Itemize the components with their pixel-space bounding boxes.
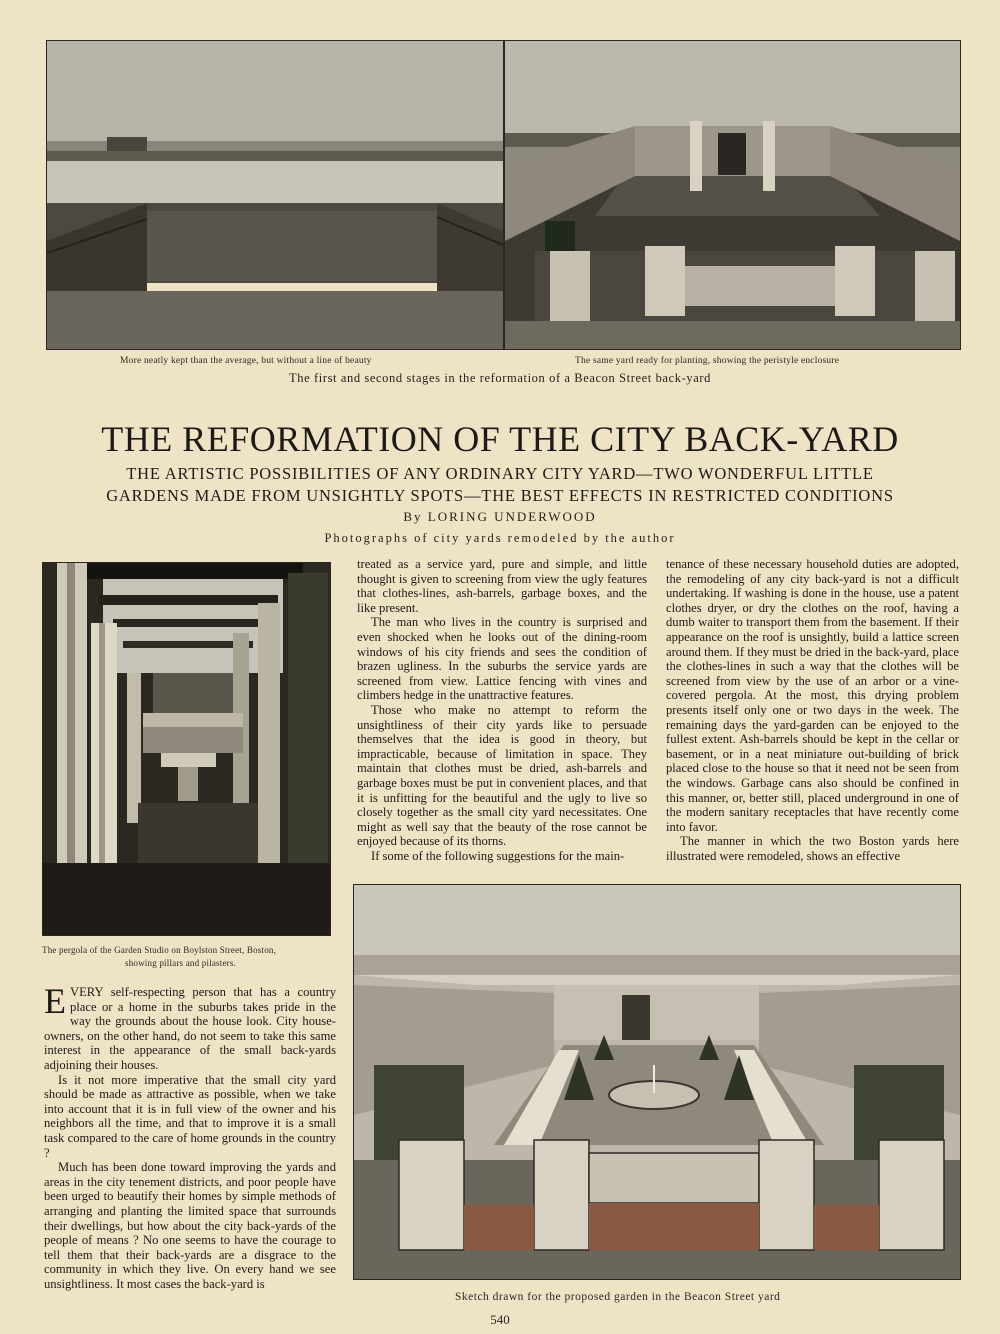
col1-paragraph-1: VERY self-respecting person that has a country place or a home in the suburbs takes pride in the way the grounds about the house look. City house-owners, on the other hand, do not seem to take this same interest in the appearance of the small back-yards adjoining their houses.: [44, 985, 336, 1072]
col2-paragraph-2: The man who lives in the country is surprised and even shocked when he looks out of the dining-room windows of his city friends and sees the condition of brazen ugliness. In the suburbs the service yards are screened from view. Lattice fencing with vines and climbers hedge in the unattractive features.: [357, 615, 647, 703]
caption-sketch: Sketch drawn for the proposed garden in the Beacon Street yard: [455, 1291, 781, 1303]
col2-paragraph-3: Those who make no attempt to reform the unsightliness of their city yards like to persuade themselves that the idea is good in theory, but impracticable, because of limitation in space. They maintain that clothes must be dried, ash-barrels and garbage boxes must be put in convenient places, and that it is unfitting for the beautiful and the ugly to live so closely together as the small city yard necessitates. One might as well say that the beauty of the rose cannot be enjoyed because of its thorns.: [357, 702, 647, 849]
photo-backyard-peristyle: [504, 40, 961, 350]
caption-photo-peristyle: The same yard ready for planting, showing the peristyle enclosure: [575, 356, 840, 366]
article-subtitle-line2: GARDENS MADE FROM UNSIGHTLY SPOTS—THE BEST EFFECTS IN RESTRICTED CONDITIONS: [106, 486, 894, 505]
caption-pergola-line2: showing pillars and pilasters.: [125, 958, 236, 968]
photo-credit: Photographs of city yards remodeled by the author: [324, 531, 676, 545]
article-column-3: [666, 557, 959, 863]
article-title: THE REFORMATION OF THE CITY BACK-YARD: [101, 419, 899, 459]
col1-paragraph-3: Much has been done toward improving the yards and areas in the city tenement districts, and poor people have been urged to beautify their homes by simple methods of arranging and planting the limited space that surrounds their dwellings, but how about the city back-yards of the people of means ? No one seems to have the courage to tell them that their back-yards are a disgrace to the community in which they live. On every hand we see unsightliness. It most cases the back-yard is: [44, 1160, 336, 1291]
col3-paragraph-1: tenance of these necessary household duties are adopted, the remodeling of any city back-yard is not a difficult undertaking. If washing is done in the house, use a patent clothes dryer, or dry the clothes on the roof, having a dumb waiter to transport them from the basement. If their appearance on the roof is unsightly, build a lattice screen around them. If they must be dried in the back-yard, place the clothes-lines in such a way that the clothes will be screened from view by the use of an arbor or a vine-covered pergola. At the most, this drying problem presents itself only one or two days in the week. The remaining days the yard-garden can be enjoyed to the fullest extent. Ash-barrels should be kept in the cellar or basement, or in a neat miniature out-building of brick placed close to the house so that it need not be seen from the windows. Garbage cans also should be confined in this manner, or, better still, placed underground in one of the modern sanitary receptacles that have recently come into favor.: [666, 557, 959, 834]
article-byline: By LORING UNDERWOOD: [403, 509, 597, 524]
col2-paragraph-4: If some of the following suggestions for the main-: [371, 848, 625, 863]
col3-paragraph-2: The manner in which the two Boston yards here illustrated were remodeled, shows an effective: [666, 834, 959, 863]
col2-paragraph-1: treated as a service yard, pure and simple, and little thought is given to screening from view the ugly features that clothes-lines, ash-barrels, garbage boxes, and the like present.: [357, 557, 647, 615]
caption-pergola-line1: The pergola of the Garden Studio on Boylston Street, Boston,: [42, 945, 277, 955]
sketch-proposed-garden: [353, 884, 961, 1280]
drop-cap: E: [44, 981, 66, 1021]
photo-pergola: [42, 562, 331, 936]
caption-top-stages: The first and second stages in the reformation of a Beacon Street back-yard: [289, 371, 711, 385]
page-number: 540: [490, 1312, 510, 1327]
article-subtitle-line1: THE ARTISTIC POSSIBILITIES OF ANY ORDINARY CITY YARD—TWO WONDERFUL LITTLE: [126, 464, 874, 483]
caption-photo-before: More neatly kept than the average, but without a line of beauty: [120, 356, 372, 366]
col1-paragraph-2: Is it not more imperative that the small city yard should be made as attractive as possible, when we take into account that it is in full view of the owner and his neighbors all the time, and that to improve it is a small task compared to the care of home grounds in the country ?: [44, 1072, 336, 1160]
photo-backyard-before: [46, 40, 504, 350]
article-column-1: [44, 981, 336, 1291]
article-column-2: [357, 557, 647, 863]
